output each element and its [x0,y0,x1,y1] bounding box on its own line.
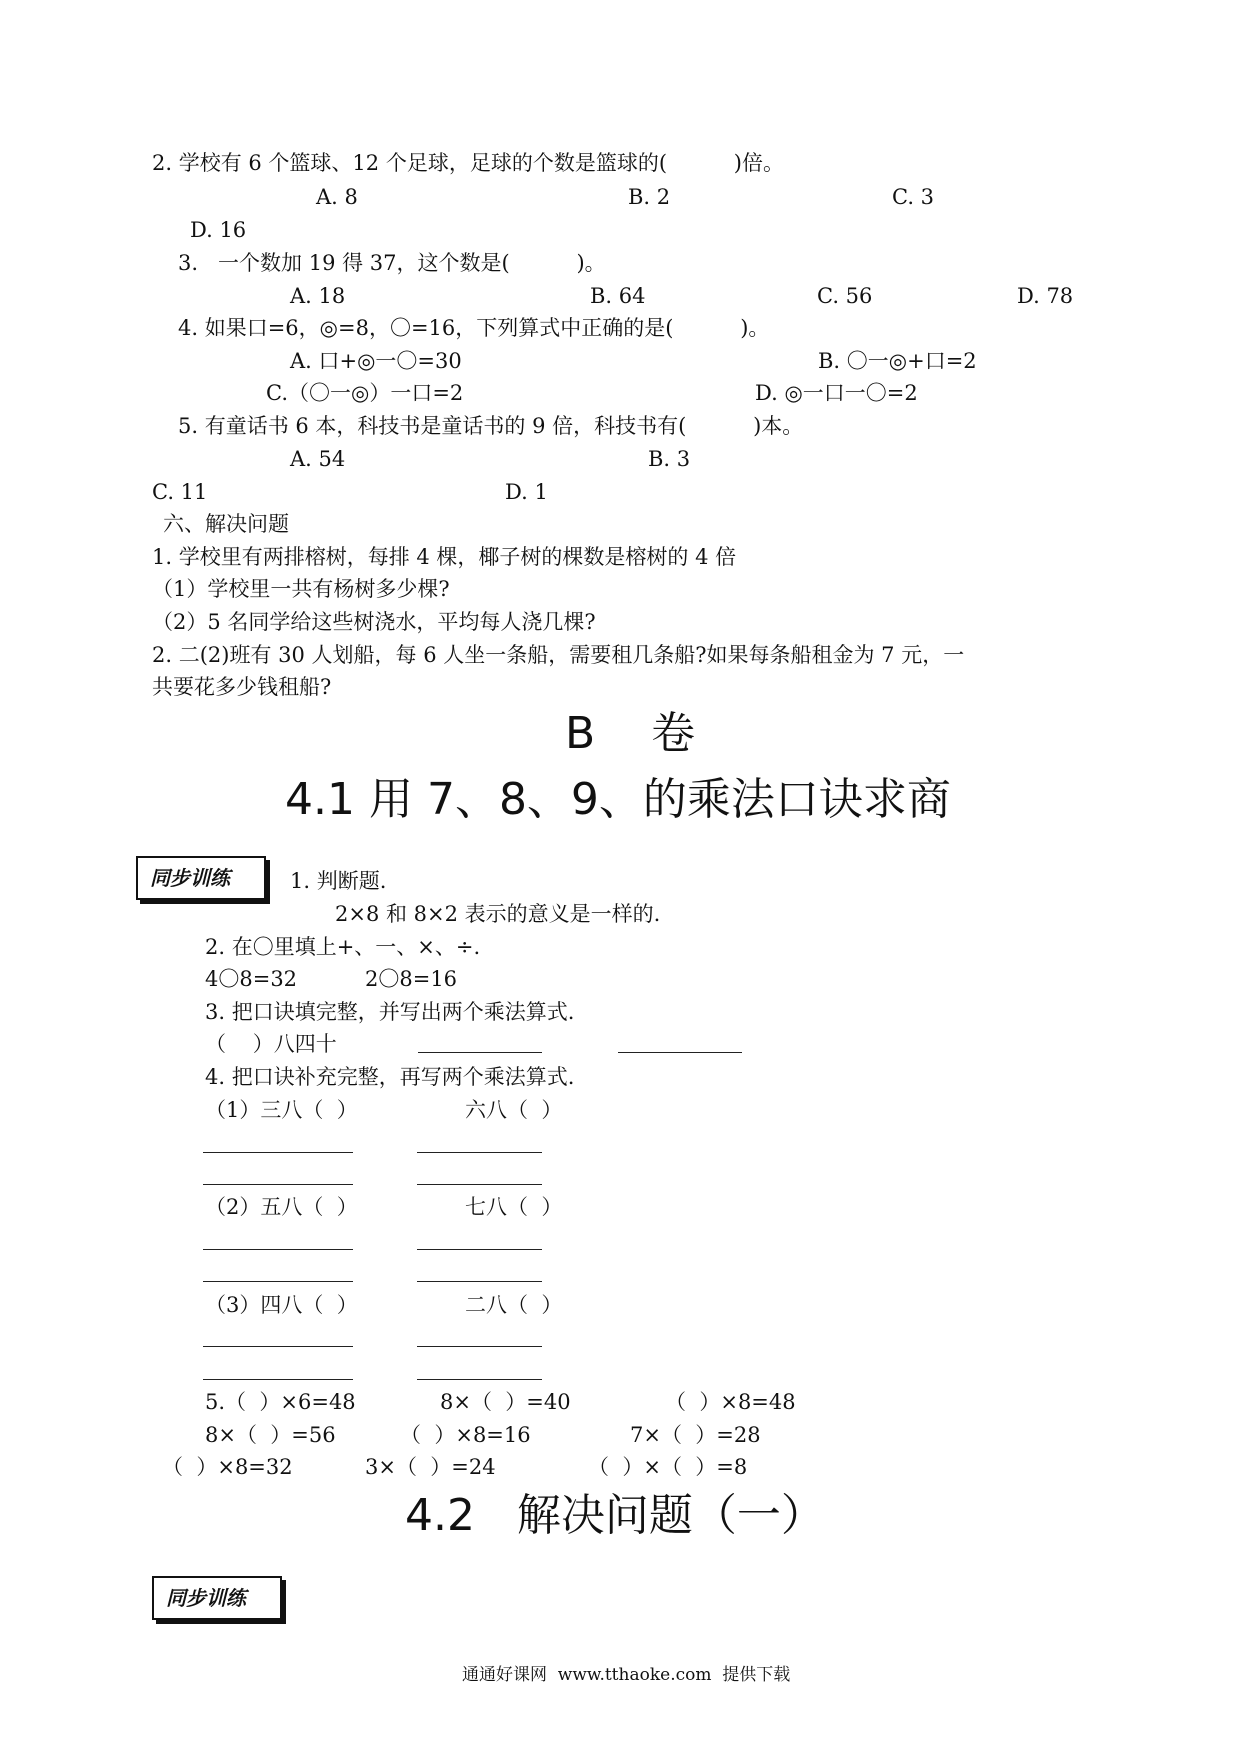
answer-line [203,1152,353,1153]
answer-line [203,1346,353,1347]
b-q5-item1: 5.（ ）×6=48 [205,1390,356,1414]
b-q5-item3: （ ）×8=48 [665,1390,796,1414]
q3-option-a: A. 18 [290,284,346,308]
problem1-sub2: （2）5 名同学给这些树浇水，平均每人浇几棵? [152,610,596,634]
b-q5-item6: 7×（ ）=28 [630,1423,761,1447]
b-q5-item8: 3×（ ）=24 [365,1455,496,1479]
q3-option-b: B. 64 [590,284,646,308]
problem1-sub1: （1）学校里一共有杨树多少棵? [152,577,450,601]
q4-option-b: B. 〇一◎+口=2 [818,349,977,373]
answer-line [203,1379,353,1380]
b-q4-item2a: （2）五八（ ） [205,1195,358,1219]
answer-line [417,1184,542,1185]
b-q3-title: 3. 把口诀填完整，并写出两个乘法算式. [205,1000,575,1024]
answer-line [418,1052,542,1053]
q5-option-d: D. 1 [505,480,548,504]
sync-training-label: 同步训练 [152,1576,282,1620]
q4-option-c: C.（〇一◎）一口=2 [266,381,464,405]
answer-line [417,1152,542,1153]
b-q2-item2: 2〇8=16 [365,967,458,991]
problem2-text: 2. 二(2)班有 30 人划船，每 6 人坐一条船，需要租几条船?如果每条船租金为 7 元，一 [152,643,965,667]
q2-text: 2. 学校有 6 个篮球、12 个足球，足球的个数是篮球的( )倍。 [152,151,784,175]
b-q4-item2b: 七八（ ） [465,1195,563,1219]
section-six-title: 六、解决问题 [163,512,289,536]
b-q3-rhyme: （ ）八四十 [205,1032,337,1056]
b-q2-item1: 4〇8=32 [205,967,298,991]
b-q4-item1b: 六八（ ） [465,1098,563,1122]
answer-line [417,1379,542,1380]
b-q2-title: 2. 在〇里填上+、一、×、÷. [205,935,481,959]
sync-training-label: 同步训练 [136,856,266,900]
q2-option-a: A. 8 [316,185,358,209]
b-q4-item1a: （1）三八（ ） [205,1098,358,1122]
b-q4-item3b: 二八（ ） [465,1293,563,1317]
b-q5-item5: （ ）×8=16 [400,1423,531,1447]
q2-option-d: D. 16 [190,218,247,242]
b-q4-title: 4. 把口诀补充完整，再写两个乘法算式. [205,1065,575,1089]
b-q1-statement: 2×8 和 8×2 表示的意义是一样的. [335,902,661,926]
q5-text: 5. 有童话书 6 本，科技书是童话书的 9 倍，科技书有( )本。 [178,414,804,438]
q4-option-a: A. 口+◎一〇=30 [290,349,462,373]
answer-line [203,1184,353,1185]
q3-option-d: D. 78 [1017,284,1074,308]
b-q5-item2: 8×（ ）=40 [440,1390,571,1414]
answer-line [417,1346,542,1347]
section-4-1-heading: 4.1 用 7、8、9、的乘法口诀求商 [285,774,951,825]
q5-option-c: C. 11 [152,480,208,504]
q5-option-b: B. 3 [648,447,691,471]
answer-line [618,1052,742,1053]
section-4-2-heading: 4.2 解决问题（一） [405,1490,825,1541]
answer-line [417,1249,542,1250]
b-q5-item4: 8×（ ）=56 [205,1423,336,1447]
q2-option-b: B. 2 [628,185,671,209]
q3-text: 3. 一个数加 19 得 37，这个数是( )。 [178,251,606,275]
q4-option-d: D. ◎一口一〇=2 [755,381,918,405]
answer-line [417,1281,542,1282]
b-q4-item3a: （3）四八（ ） [205,1293,358,1317]
problem2-text-cont: 共要花多少钱租船? [152,675,332,699]
b-q5-item9: （ ）×（ ）=8 [588,1455,748,1479]
answer-line [203,1281,353,1282]
footer-source: 通通好课网 www.tthaoke.com 提供下载 [462,1665,791,1685]
volume-b-heading: B 卷 [565,708,696,759]
q4-text: 4. 如果口=6，◎=8，〇=16，下列算式中正确的是( )。 [178,316,770,340]
q3-option-c: C. 56 [817,284,873,308]
q5-option-a: A. 54 [290,447,346,471]
q2-option-c: C. 3 [892,185,935,209]
b-q1-title: 1. 判断题. [290,869,387,893]
b-q5-item7: （ ）×8=32 [162,1455,293,1479]
answer-line [203,1249,353,1250]
problem1-text: 1. 学校里有两排榕树，每排 4 棵，椰子树的棵数是榕树的 4 倍 [152,545,737,569]
